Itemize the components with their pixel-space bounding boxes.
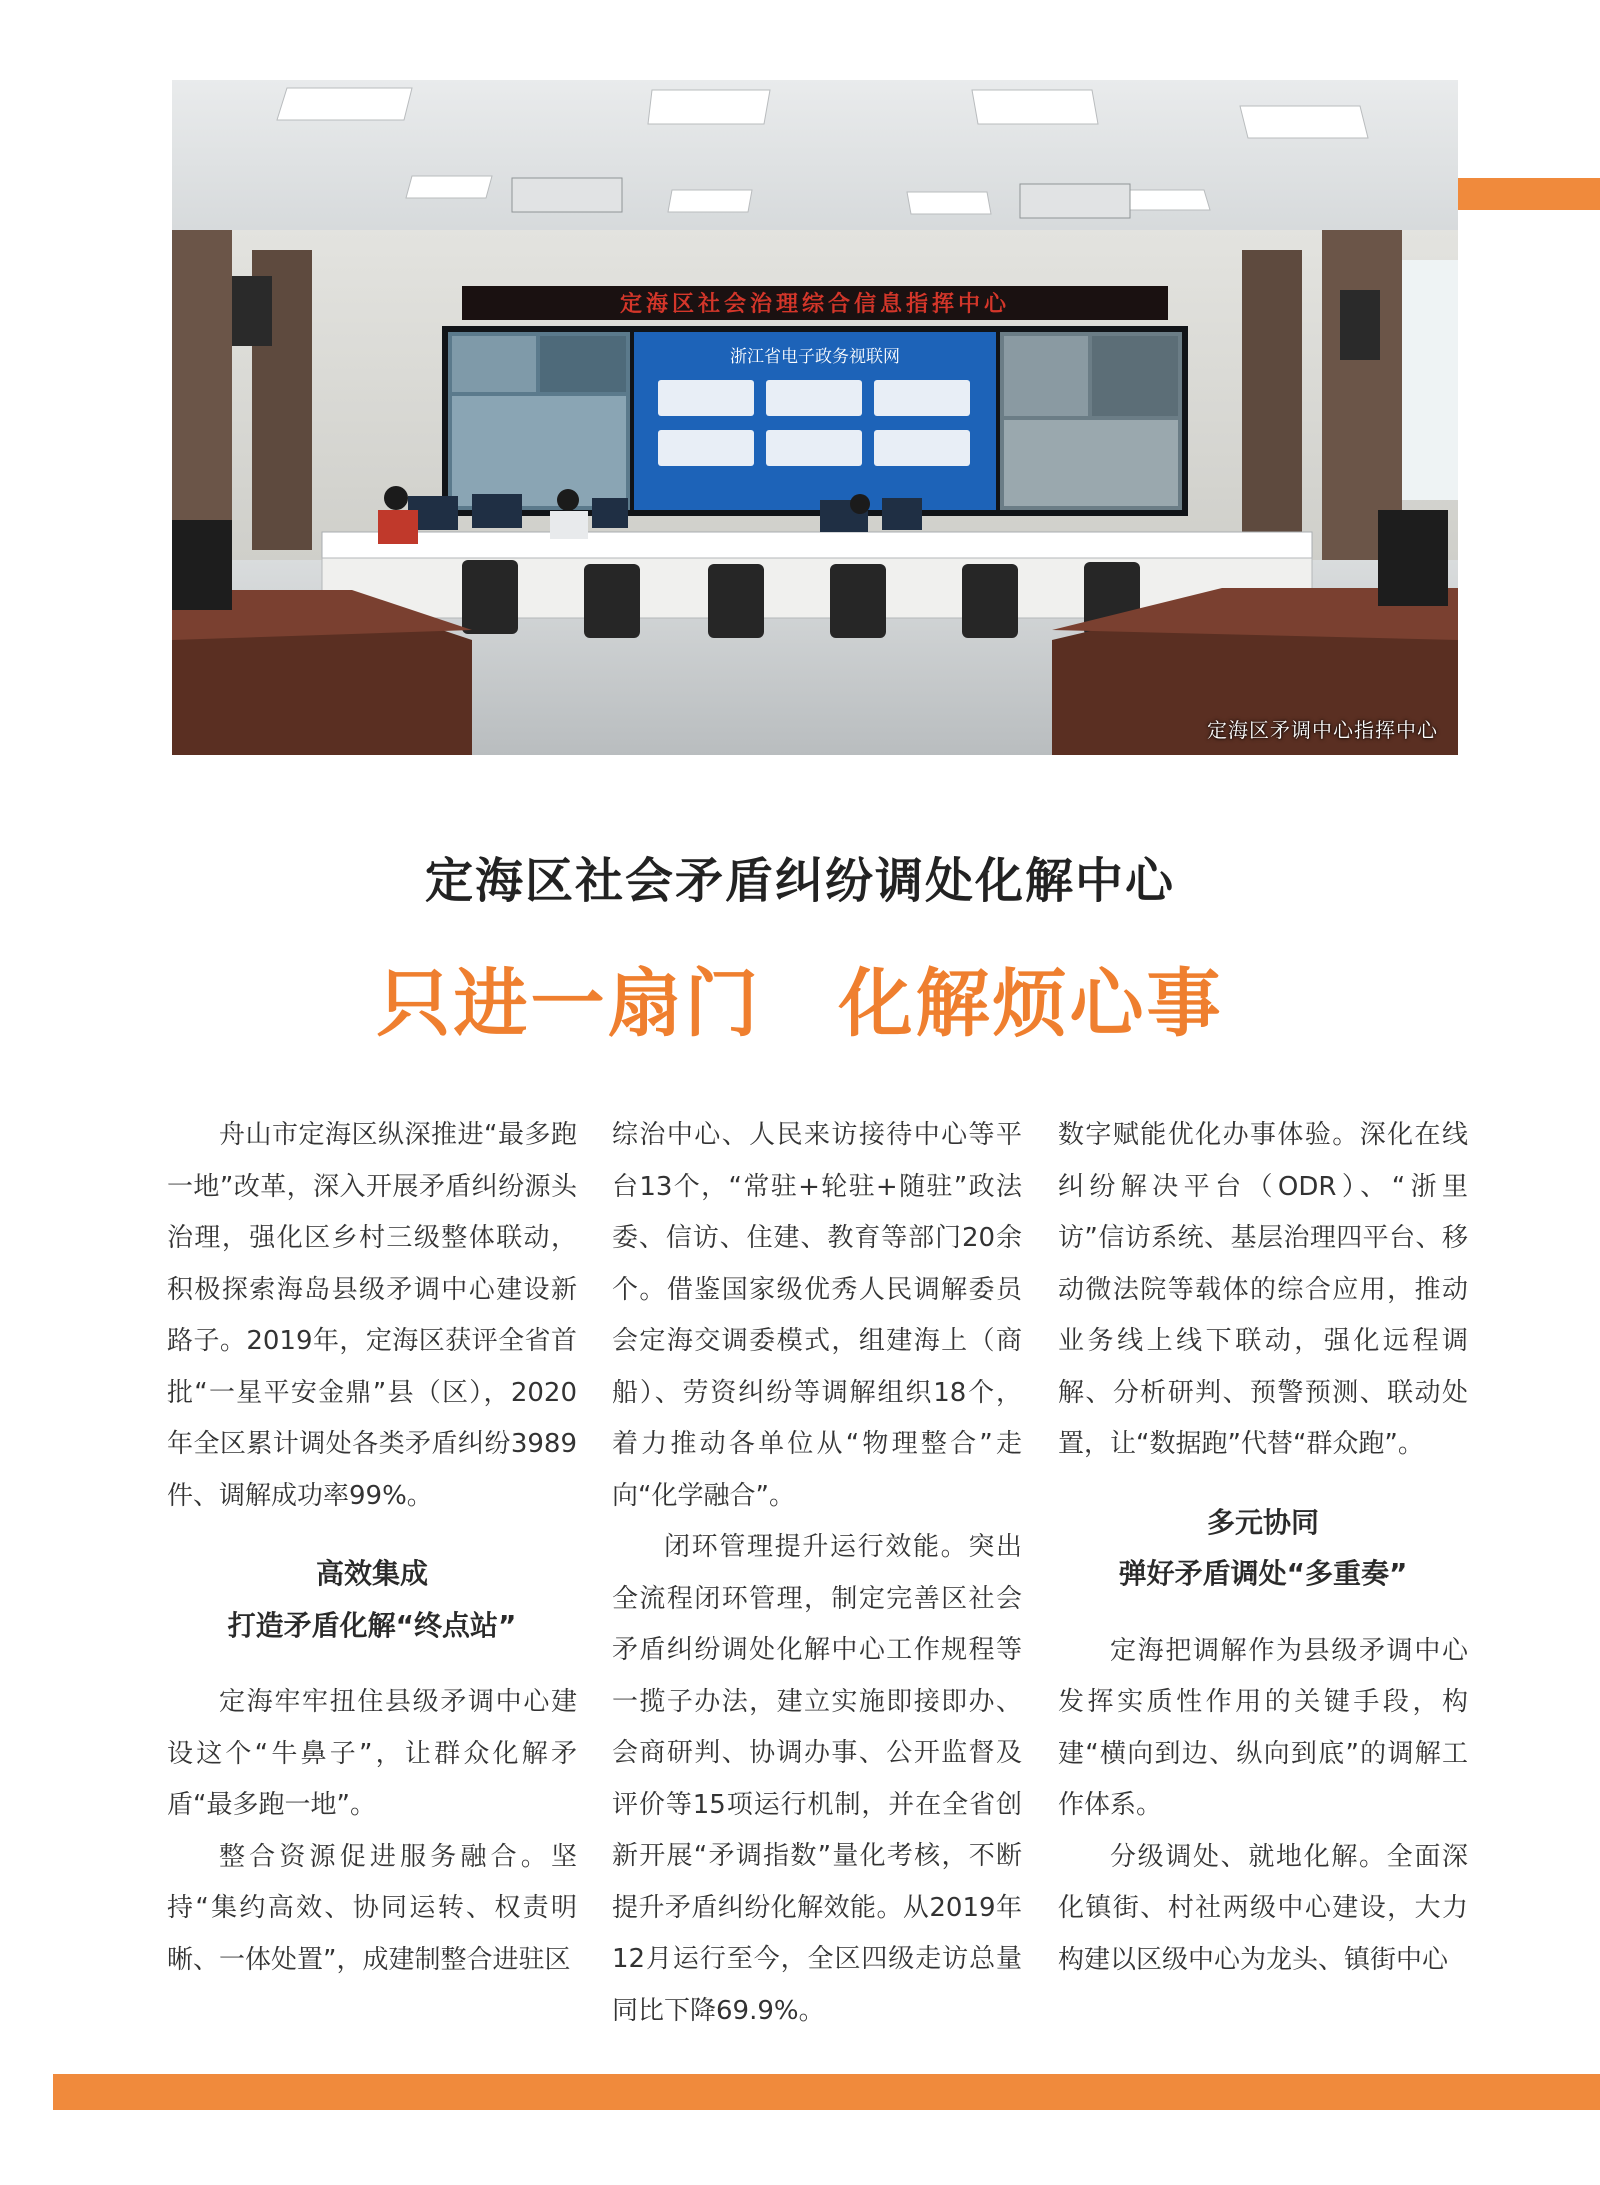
photo-caption: 定海区矛调中心指挥中心 bbox=[1207, 718, 1438, 742]
col1-paragraph-1: 舟山市定海区纵深推进“最多跑一地”改革，深入开展矛盾纠纷源头治理，强化区乡村三级整体联动，积极探索海岛县级矛调中心建设新路子。2019年，定海区获评全省首批“一星平安金鼎”县（区），2020年全区累计调处各类矛盾纠纷3989件、调解成功率99%。 bbox=[167, 1120, 577, 1511]
armchair-left bbox=[172, 520, 232, 610]
col3-paragraph-3: 分级调处、就地化解。全面深化镇街、村社两级中心建设，大力构建以区级中心为龙头、镇街中心 bbox=[1058, 1841, 1468, 1975]
section-heading-1b: 打造矛盾化解“终点站” bbox=[227, 1608, 517, 1642]
operator-desk bbox=[322, 532, 1312, 558]
col3-paragraph-1: 数字赋能优化办事体验。深化在线纠纷解决平台（ODR）、“浙里访”信访系统、基层治理四平台、移动微法院等载体的综合应用，推动业务线上线下联动，强化远程调解、分析研判、预警预测、联动处置，让“数据跑”代替“群众跑”。 bbox=[1058, 1120, 1468, 1459]
ac-unit-left bbox=[512, 178, 622, 212]
ac-unit-right bbox=[1020, 184, 1130, 218]
window-right bbox=[1402, 260, 1458, 500]
section-heading-2b: 弹好矛盾调处“多重奏” bbox=[1118, 1557, 1408, 1590]
operator-3 bbox=[850, 494, 870, 514]
text-column-2 bbox=[612, 1110, 1022, 2037]
curtain-left bbox=[172, 230, 232, 560]
operator-2 bbox=[557, 489, 579, 511]
bottom-accent-bar bbox=[53, 2074, 1600, 2110]
page-subtitle: 只进一扇门 化解烦心事 bbox=[376, 961, 1224, 1047]
text-column-1 bbox=[167, 1110, 577, 1986]
curtain-right bbox=[1242, 250, 1302, 550]
page-title: 定海区社会矛盾纠纷调处化解中心 bbox=[424, 853, 1175, 909]
col2-paragraph-1: 综治中心、人民来访接待中心等平台13个，“常驻+轮驻+随驻”政法委、信访、住建、教育等部门20余个。借鉴国家级优秀人民调解委员会定海交调委模式，组建海上（商船）、劳资纠纷等调解组织18个，着力推动各单位从“物理整合”走向“化学融合”。 bbox=[612, 1120, 1022, 1511]
led-banner-text: 定海区社会治理综合信息指挥中心 bbox=[619, 292, 1011, 317]
armchair-right bbox=[1378, 510, 1448, 606]
section-heading-2a: 多元协同 bbox=[1206, 1505, 1319, 1539]
screen-title: 浙江省电子政务视联网 bbox=[730, 347, 900, 367]
col3-paragraph-2: 定海把调解作为县级矛调中心发挥实质性作用的关键手段，构建“横向到边、纵向到底”的调解工作体系。 bbox=[1058, 1635, 1468, 1820]
col1-paragraph-2: 定海牢牢扭住县级矛调中心建设这个“牛鼻子”，让群众化解矛盾“最多跑一地”。 bbox=[167, 1687, 577, 1820]
section-heading-1a: 高效集成 bbox=[315, 1557, 428, 1590]
speaker-left bbox=[232, 276, 272, 346]
operator-1 bbox=[384, 486, 408, 510]
text-column-3 bbox=[1058, 1110, 1468, 1986]
command-center-photo bbox=[172, 80, 1458, 755]
accent-tab bbox=[1458, 178, 1600, 210]
speaker-right bbox=[1340, 290, 1380, 360]
col1-paragraph-3: 整合资源促进服务融合。坚持“集约高效、协同运转、权责明晰、一体处置”，成建制整合进驻区 bbox=[167, 1841, 577, 1975]
col2-paragraph-2: 闭环管理提升运行效能。突出全流程闭环管理，制定完善区社会矛盾纠纷调处化解中心工作规程等一揽子办法，建立实施即接即办、会商研判、协调办事、公开监督及评价等15项运行机制，并在全省创新开展“矛调指数”量化考核，不断提升矛盾纠纷化解效能。从2019年12月运行至今，全区四级走访总量同比下降69.9%。 bbox=[612, 1532, 1022, 2026]
photo-illustration bbox=[172, 80, 1458, 755]
